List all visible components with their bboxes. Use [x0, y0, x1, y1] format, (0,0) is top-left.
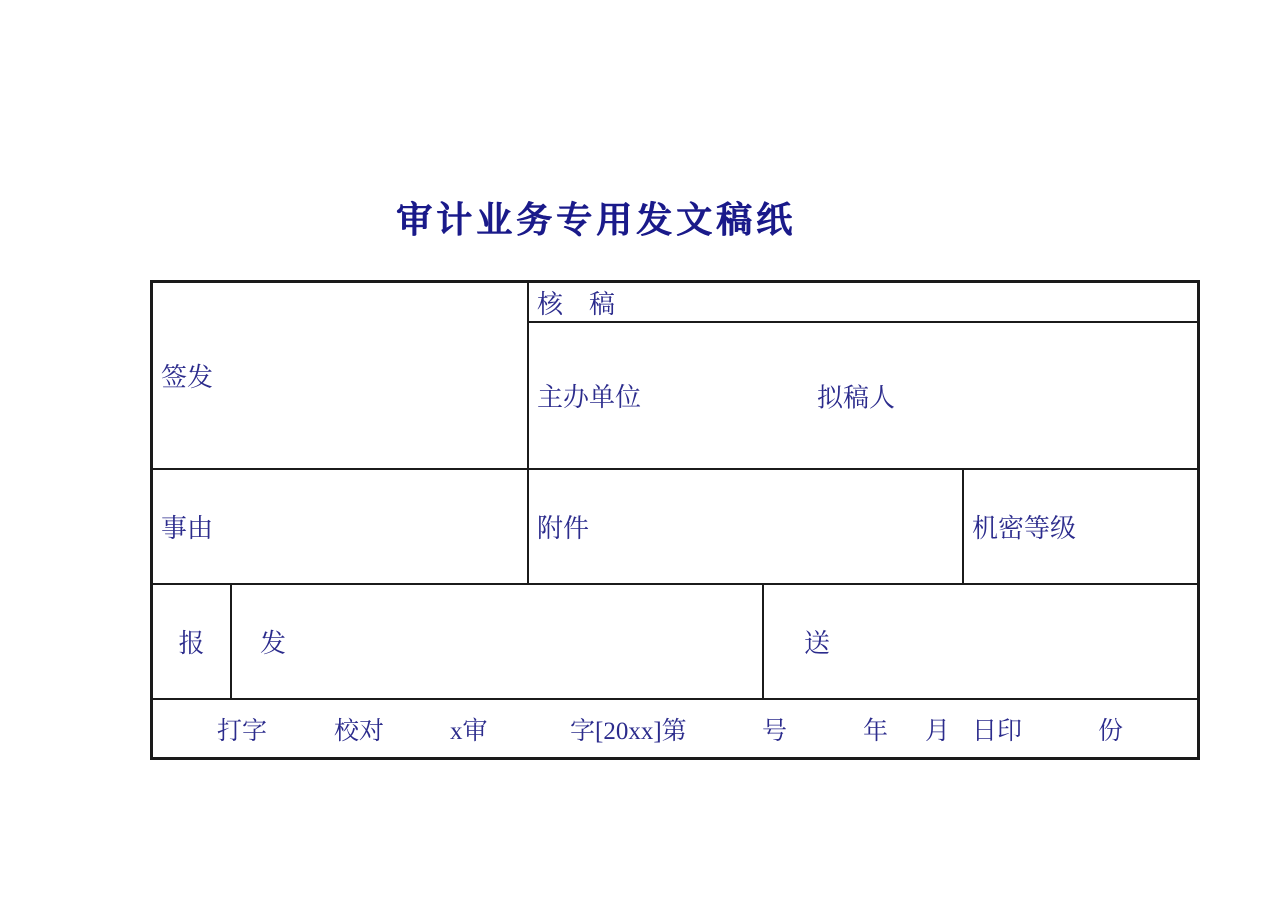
cell-issue: [232, 585, 764, 700]
host-unit-label: 主办单位: [537, 383, 642, 412]
footer-label-review: x审: [450, 717, 488, 745]
sign-issue-label: 签发: [161, 363, 214, 392]
cell-review-draft: [529, 283, 1197, 323]
cell-attachment: [529, 470, 964, 585]
cell-secrecy-level: [964, 470, 1197, 585]
cell-sign-issue: [153, 283, 529, 470]
secrecy-level-label: 机密等级: [972, 514, 1077, 543]
footer-label-copies: 份: [1098, 717, 1124, 745]
footer-label-day-print: 日印: [972, 717, 1023, 745]
cell-subject: [153, 470, 529, 585]
subject-label: 事由: [161, 514, 214, 543]
report-label: 报: [178, 629, 205, 658]
footer-label-proofread: 校对: [334, 717, 385, 745]
drafter-label: 拟稿人: [817, 383, 896, 412]
footer-row: [153, 700, 1197, 757]
footer-label-number: 号: [762, 717, 788, 745]
form-table: [150, 280, 1200, 760]
cell-send: [764, 585, 1197, 700]
footer-label-year: 年: [863, 717, 889, 745]
attachment-label: 附件: [537, 514, 590, 543]
page-title: 审计业务专用发文稿纸: [396, 200, 797, 240]
issue-label: 发: [260, 629, 287, 658]
footer-label-typing: 打字: [217, 717, 268, 745]
footer-label-month: 月: [925, 717, 951, 745]
cell-host-unit-drafter: [529, 323, 1197, 470]
send-label: 送: [804, 629, 831, 658]
cell-report: [153, 585, 232, 700]
footer-label-doc-number-prefix: 字[20xx]第: [570, 717, 687, 745]
review-draft-label: 核 稿: [537, 289, 616, 319]
